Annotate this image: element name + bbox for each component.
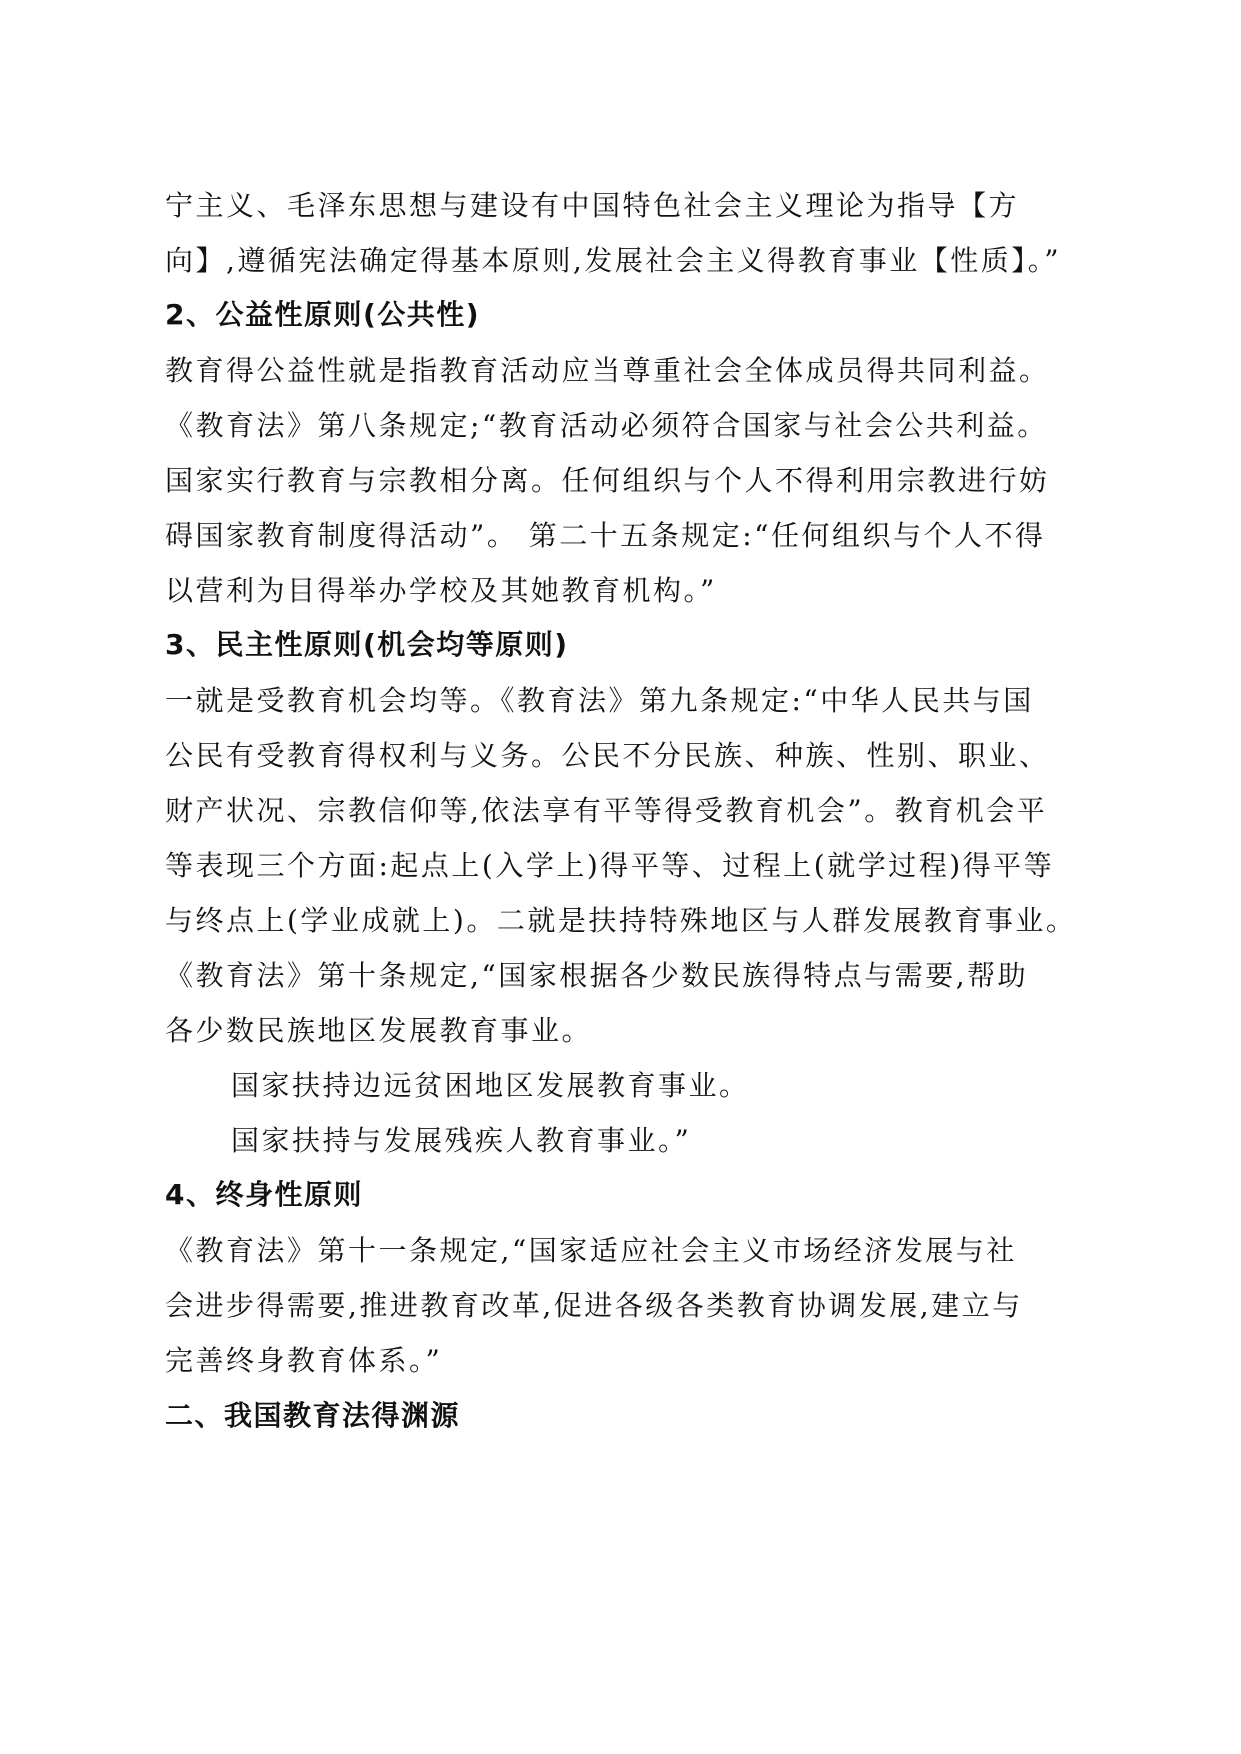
paragraph-line: 碍国家教育制度得活动”。 第二十五条规定:“任何组织与个人不得 (165, 519, 1046, 552)
paragraph-line: 教育得公益性就是指教育活动应当尊重社会全体成员得共同利益。 (165, 354, 1050, 387)
paragraph-line: 完善终身教育体系。” (165, 1344, 443, 1377)
paragraph-line: 《教育法》第十一条规定,“国家适应社会主义市场经济发展与社 (165, 1234, 1017, 1267)
paragraph-line: 向】,遵循宪法确定得基本原则,发展社会主义得教育事业【性质】。” (165, 244, 1062, 277)
paragraph-line: 以营利为目得举办学校及其她教育机构。” (165, 574, 717, 607)
paragraph-line: 与终点上(学业成就上)。二就是扶持特殊地区与人群发展教育事业。 (165, 904, 1077, 937)
paragraph-line: 公民有受教育得权利与义务。公民不分民族、种族、性别、职业、 (165, 739, 1050, 772)
section-heading-lifelong: 4、终身性原则 (165, 1178, 363, 1211)
paragraph-line: 国家实行教育与宗教相分离。任何组织与个人不得利用宗教进行妨 (165, 464, 1050, 497)
paragraph-line: 财产状况、宗教信仰等,依法享有平等得受教育机会”。教育机会平 (165, 794, 1048, 827)
paragraph-line: 一就是受教育机会均等。《教育法》第九条规定:“中华人民共与国 (165, 684, 1034, 717)
paragraph-line: 各少数民族地区发展教育事业。 (165, 1014, 593, 1047)
paragraph-line: 等表现三个方面:起点上(入学上)得平等、过程上(就学过程)得平等 (165, 849, 1055, 882)
section-heading-democracy: 3、民主性原则(机会均等原则) (165, 628, 569, 661)
paragraph-line: 宁主义、毛泽东思想与建设有中国特色社会主义理论为指导【方 (165, 189, 1020, 222)
paragraph-line: 《教育法》第十条规定,“国家根据各少数民族得特点与需要,帮助 (165, 959, 1029, 992)
indented-line: 国家扶持与发展残疾人教育事业。” (231, 1124, 692, 1157)
indented-line: 国家扶持边远贫困地区发展教育事业。 (231, 1069, 750, 1102)
paragraph-line: 《教育法》第八条规定;“教育活动必须符合国家与社会公共利益。 (165, 409, 1048, 442)
section-heading-public-welfare: 2、公益性原则(公共性) (165, 298, 481, 331)
section-heading-sources: 二、我国教育法得渊源 (165, 1399, 461, 1432)
paragraph-line: 会进步得需要,推进教育改革,促进各级各类教育协调发展,建立与 (165, 1289, 1023, 1322)
